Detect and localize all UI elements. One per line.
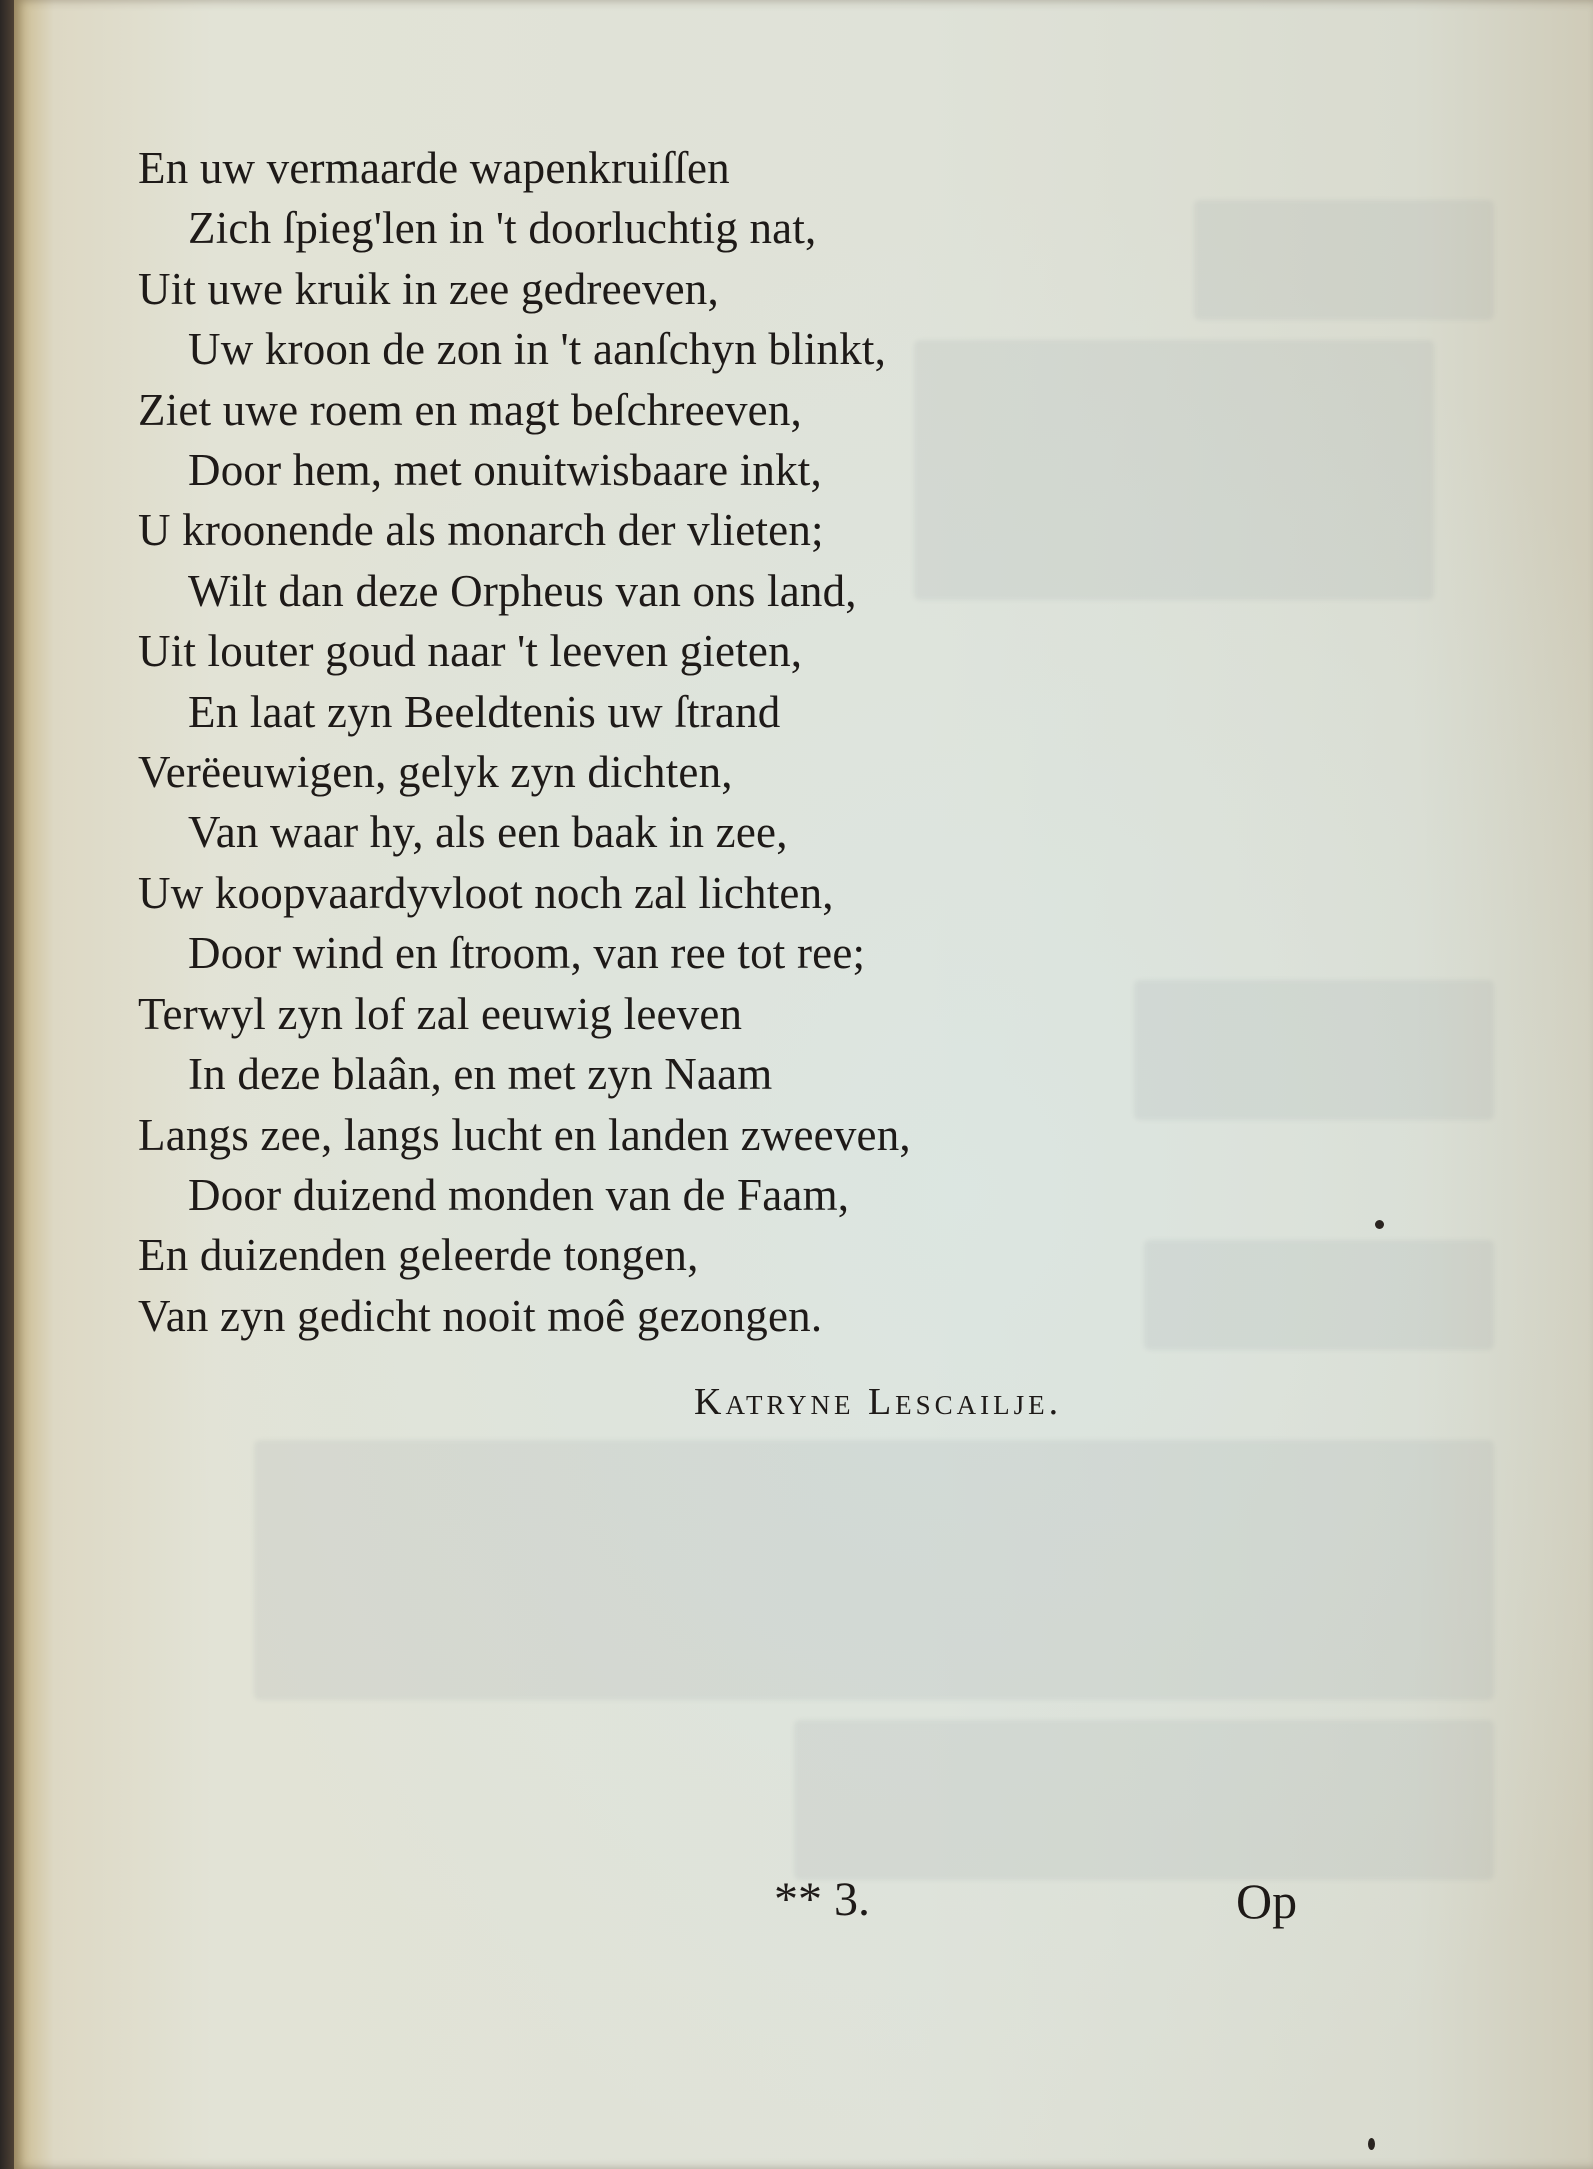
bleed-through — [254, 1440, 1494, 1700]
poem-line: Van waar hy, als een baak in zee, — [188, 807, 788, 858]
author-name: Katryne Lescailje. — [694, 1381, 1063, 1423]
bleed-through — [1134, 980, 1494, 1120]
ink-speck — [1375, 1220, 1384, 1229]
poem-line: In deze blaân, en met zyn Naam — [188, 1049, 773, 1100]
poem-verse — [138, 138, 1138, 1346]
poem-line: Uit uwe kruik in zee gedreeven, — [138, 263, 719, 314]
poem-line: U kroonende als monarch der vlieten; — [138, 505, 824, 556]
book-page — [14, 0, 1593, 2169]
ink-speck — [1368, 2138, 1375, 2150]
bleed-through — [794, 1720, 1494, 1880]
poem-line: Zich ſpieg'len in 't doorluchtig nat, — [188, 203, 817, 254]
poem-line: Uw kroon de zon in 't aanſchyn blinkt, — [188, 324, 887, 375]
poem-line: Uw koopvaardyvloot noch zal lichten, — [138, 867, 834, 918]
poem-line: Door hem, met onuitwisbaare inkt, — [188, 445, 822, 496]
poem-line: Uit louter goud naar 't leeven gieten, — [138, 626, 803, 677]
bleed-through — [1194, 200, 1494, 320]
poem-line: Wilt dan deze Orpheus van ons land, — [188, 565, 857, 616]
catchword: Op — [1236, 1873, 1298, 1929]
poem-line: Terwyl zyn lof zal eeuwig leeven — [138, 988, 743, 1039]
poem-line: Ziet uwe roem en magt beſchreeven, — [138, 384, 803, 435]
signature-mark: ** 3. — [774, 1873, 870, 1926]
poem-line: Verëeuwigen, gelyk zyn dichten, — [138, 747, 733, 798]
poem-line: En duizenden geleerde tongen, — [138, 1230, 699, 1281]
poem-line: En uw vermaarde wapenkruiſſen — [138, 143, 730, 193]
poem-line: Door wind en ſtroom, van ree tot ree; — [188, 928, 866, 979]
poem-line: Van zyn gedicht nooit moê gezongen. — [138, 1290, 823, 1341]
author-signature — [694, 1380, 1062, 1424]
poem-line: Door duizend monden van de Faam, — [188, 1169, 850, 1220]
poem-line: Langs zee, langs lucht en landen zweeven, — [138, 1109, 911, 1160]
poem-line: En laat zyn Beeldtenis uw ſtrand — [188, 686, 781, 737]
bleed-through — [1144, 1240, 1494, 1350]
